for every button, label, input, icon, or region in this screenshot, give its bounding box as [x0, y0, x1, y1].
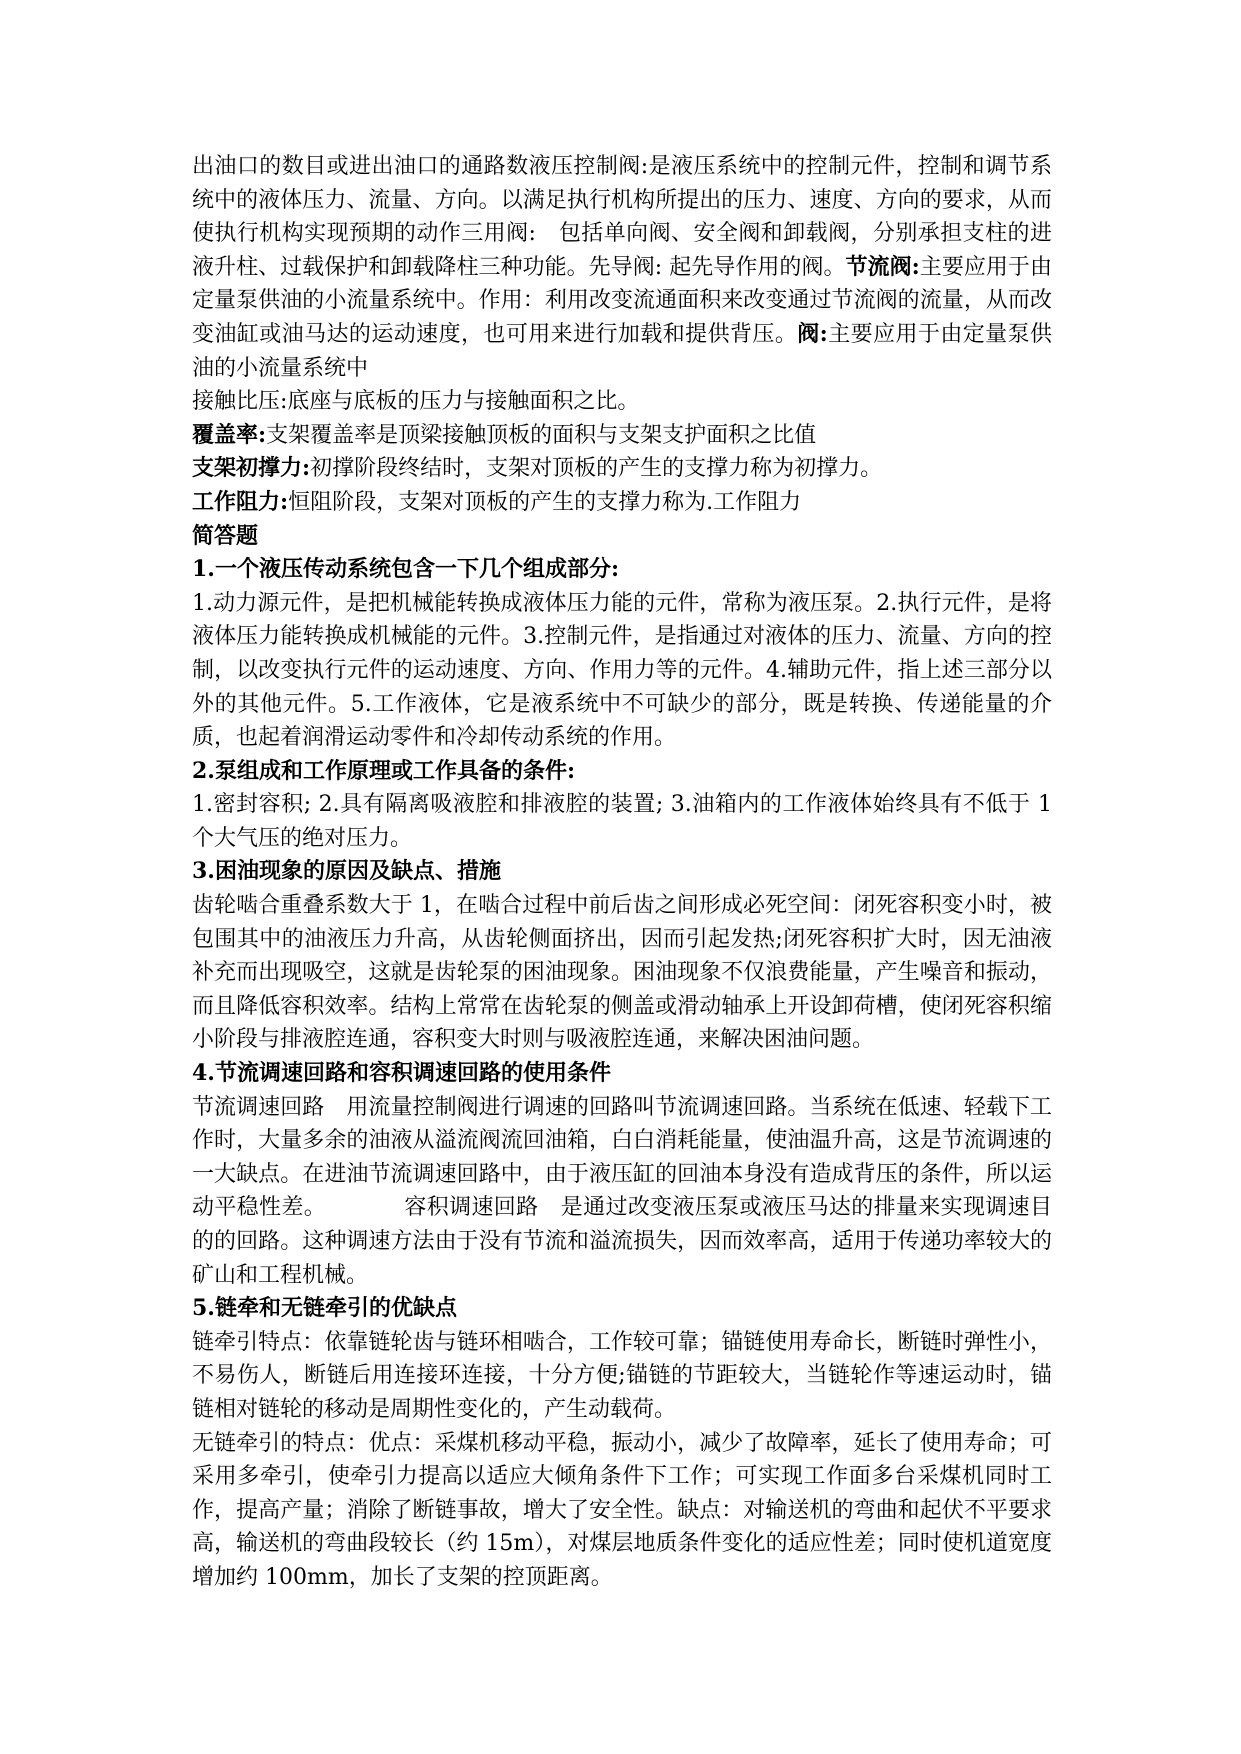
coverage-ratio-paragraph — [192, 419, 1052, 453]
working-resistance-text: 恒阻阶段，支架对顶板的产生的支撑力称为.工作阻力 — [288, 489, 802, 515]
contact-pressure-paragraph: 接触比压:底座与底板的压力与接触面积之比。 — [192, 389, 640, 415]
valve-term: 阀: — [797, 320, 828, 347]
working-resistance-term: 工作阻力: — [192, 488, 289, 515]
question-5-answer-chain: 链牵引特点：依靠链轮齿与链环相啮合，工作较可靠；锚链使用寿命长，断链时弹性小，不易伤人，断链后用连接环连接，十分方便;锚链的节距较大，当链轮作等速运动时，锚链相对链轮的移动是周期性变化的，产生动载荷。 — [192, 1329, 1052, 1422]
setting-load-paragraph — [192, 452, 1052, 486]
setting-load-term: 支架初撑力: — [192, 455, 311, 482]
throttle-valve-term: 节流阀: — [845, 253, 920, 280]
valve-text-1: 出油口的数目或进出油口的通路数液压控制阀:是液压系统中的控制元件，控制和调节系统中的液体压力、流量、方向。以满足执行机构所提出的压力、速度、方向的要求，从而使执行机构实现预期的动作三用阀: 包括单向阀、安全阀和卸载阀，分别承担支柱的进液升柱、过载保护和卸载降柱三种功能。先导阀: 起先导作用的阀。 — [192, 154, 1052, 280]
question-1-answer: 1.动力源元件，是把机械能转换成液体压力能的元件，常称为液压泵。2.执行元件，是将液体压力能转换成机械能的元件。3.控制元件，是指通过对液体的压力、流量、方向的控制，以改变执行元件的运动速度、方向、作用力等的元件。4.辅助元件，指上述三部分以外的其他元件。5.工作液体，它是液系统中不可缺少的部分，既是转换、传递能量的介质，也起着润滑运动零件和冷却传动系统的作用。 — [192, 590, 1052, 751]
question-5-answer-chainless: 无链牵引的特点：优点：采煤机移动平稳，振动小，减少了故障率，延长了使用寿命；可采用多牵引，使牵引力提高以适应大倾角条件下工作；可实现工作面多台采煤机同时工作，提高产量；消除了断链事故，增大了安全性。缺点：对输送机的弯曲和起伏不平要求高，输送机的弯曲段较长（约 15m），对煤层地质条件变化的适应性差；同时使机道宽度增加约 100mm，加长了支架的控顶距离。 — [192, 1430, 1052, 1590]
valve-text-2: 主要应用于由定量泵供油的小流量系统中。作用：利用改变流通面积来改变通过节流阀的流量，从而改变油缸或油马达的运动速度，也可用来进行加载和提供背压。 — [192, 254, 1052, 347]
question-5-heading: 5.链牵和无链牵引的优缺点 — [192, 1295, 457, 1322]
question-2-answer: 1.密封容积; 2.具有隔离吸液腔和排液腔的装置; 3.油箱内的工作液体始终具有不低于 1 个大气压的绝对压力。 — [192, 792, 1052, 851]
coverage-ratio-text: 支架覆盖率是顶梁接触顶板的面积与支架支护面积之比值 — [266, 422, 817, 448]
valve-definitions-paragraph — [192, 150, 1052, 385]
question-2-heading: 2.泵组成和工作原理或工作具备的条件: — [192, 757, 576, 784]
question-4-heading: 4.节流调速回路和容积调速回路的使用条件 — [192, 1060, 611, 1087]
working-resistance-paragraph — [192, 486, 1052, 520]
question-3-heading: 3.困油现象的原因及缺点、措施 — [192, 858, 501, 885]
valve-text-3: 主要应用于由定量泵供油的小流量系统中 — [192, 321, 1052, 381]
question-1-heading: 1.一个液压传动系统包含一下几个组成部分: — [192, 556, 620, 583]
coverage-ratio-term: 覆盖率: — [192, 421, 267, 448]
question-3-answer: 齿轮啮合重叠系数大于 1，在啮合过程中前后齿之间形成必死空间：闭死容积变小时，被包围其中的油液压力升高，从齿轮侧面挤出，因而引起发热;闭死容积扩大时，因无油液补充而出现吸空，这就是齿轮泵的困油现象。困油现象不仅浪费能量，产生噪音和振动，而且降低容积效率。结构上常常在齿轮泵的侧盖或滑动轴承上开设卸荷槽，使闭死容积缩小阶段与排液腔连通，容积变大时则与吸液腔连通，来解决困油问题。 — [192, 893, 1052, 1053]
setting-load-text: 初撑阶段终结时，支架对顶板的产生的支撑力称为初撑力。 — [310, 456, 883, 482]
question-4-answer: 节流调速回路 用流量控制阀进行调速的回路叫节流调速回路。当系统在低速、轻载下工作时，大量多余的油液从溢流阀流回油箱，白白消耗能量，使油温升高，这是节流调速的一大缺点。在进油节流调速回路中，由于液压缸的回油本身没有造成背压的条件，所以运动平稳性差。 容积调速回路 是通过改变液压泵或液压马达的排量来实现调速目的的回路。这种调速方法由于没有节流和溢流损失，因而效率高，适用于传递功率较大的矿山和工程机械。 — [192, 1094, 1052, 1288]
document-page — [192, 150, 1052, 1595]
section-heading: 简答题 — [192, 522, 259, 549]
